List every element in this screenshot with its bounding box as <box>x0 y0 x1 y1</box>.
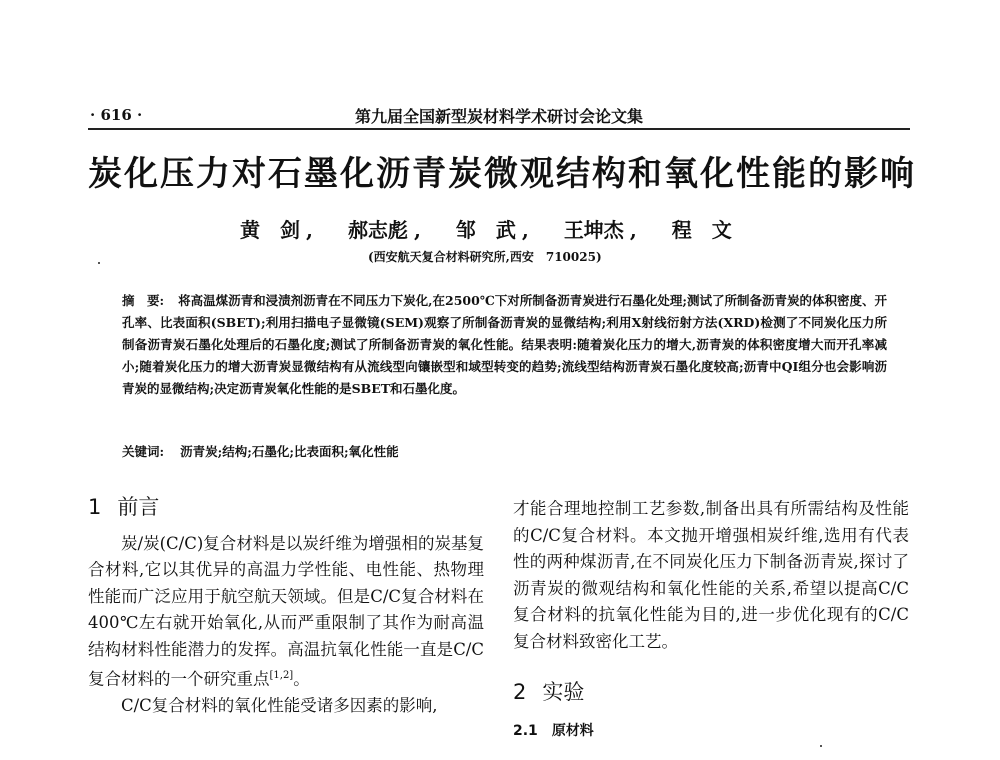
journal-title: 第九届全国新型炭材料学术研讨会论文集 <box>355 107 644 126</box>
section-2-number: 2 <box>513 680 527 704</box>
abstract-text: 将高温煤沥青和浸渍剂沥青在不同压力下炭化,在2500℃下对所制备沥青炭进行石墨化处理;测试了所制备沥青炭的体积密度、开孔率、比表面积(SBET);利用扫描电子显微镜(SEM)观察了所制备沥青炭的显微结构;利用X射线衍射方法(XRD)检测了不同炭化压力所制备沥青炭石墨化处理后的石墨化度;测试了所制备沥青炭的氧化性能。结果表明:随着炭化压力的增大,沥青炭的体积密度增大而开孔率减小;随着炭化压力的增大沥青炭显微结构有从流线型向镶嵌型和域型转变的趋势;流线型结构沥青炭石墨化度较高;沥青中QI组分也会影响沥青炭的显微结构;决定沥青炭氧化性能的是SBET和石墨化度。 <box>122 293 887 396</box>
section-2-title: 实验 <box>542 680 585 704</box>
section-1-number: 1 <box>88 495 102 519</box>
author-separator: , <box>629 218 637 242</box>
author-2: 郝志彪 <box>347 218 408 242</box>
author-4: 王坤杰 <box>563 218 624 242</box>
abstract <box>122 290 887 400</box>
intro-paragraph-2: C/C复合材料的氧化性能受诸多因素的影响, <box>121 696 438 715</box>
intro-paragraph-1-end: 。 <box>293 669 310 689</box>
author-separator: , <box>306 218 313 242</box>
subsection-2-1-number: 2.1 <box>513 722 538 739</box>
left-column <box>88 494 484 720</box>
keywords-label: 关键词: <box>122 444 165 459</box>
abstract-label: 摘 要: <box>122 293 165 308</box>
scan-speck <box>820 745 822 747</box>
subsection-2-1-heading <box>513 718 909 745</box>
citation: [1,2] <box>269 670 294 681</box>
page-number: · 616 · <box>90 106 143 124</box>
section-1-heading <box>88 494 484 521</box>
author-separator: , <box>521 218 529 242</box>
author-separator: , <box>413 218 421 242</box>
affiliation: (西安航天复合材料研究所,西安 710025) <box>368 250 602 264</box>
intro-continuation: 才能合理地控制工艺参数,制备出具有所需结构及性能的C/C复合材料。本文抛开增强相炭纤维,选用有代表性的两种煤沥青,在不同炭化压力下制备沥青炭,探讨了沥青炭的微观结构和氧化性能的关系,希望以提高C/C复合材料的抗氧化性能为目的,进一步优化现有的C/C复合材料致密化工艺。 <box>513 499 909 651</box>
author-list <box>240 214 738 243</box>
author-5: 程 文 <box>671 218 732 242</box>
keywords <box>122 442 887 460</box>
paper-title: 炭化压力对石墨化沥青炭微观结构和氧化性能的影响 <box>88 154 916 194</box>
section-2-heading <box>513 679 909 706</box>
scan-speck <box>98 262 100 264</box>
header-rule <box>88 128 910 130</box>
keywords-text: 沥青炭;结构;石墨化;比表面积;氧化性能 <box>180 444 399 459</box>
intro-paragraph-1-text: 炭/炭(C/C)复合材料是以炭纤维为增强相的炭基复合材料,它以其优异的高温力学性能、电性能、热物理性能而广泛应用于航空航天领域。但是C/C复合材料在400℃左右就开始氧化,从而严重限制了其作为耐高温结构材料性能潜力的发挥。高温抗氧化性能一直是C/C复合材料的一个研究重点 <box>88 533 484 689</box>
subsection-2-1-title: 原材料 <box>551 722 594 739</box>
author-3: 邹 武 <box>455 218 516 242</box>
intro-paragraph-1 <box>88 531 484 694</box>
author-1: 黄 剑 <box>240 218 300 242</box>
right-column <box>513 496 909 744</box>
section-1-title: 前言 <box>117 495 160 519</box>
